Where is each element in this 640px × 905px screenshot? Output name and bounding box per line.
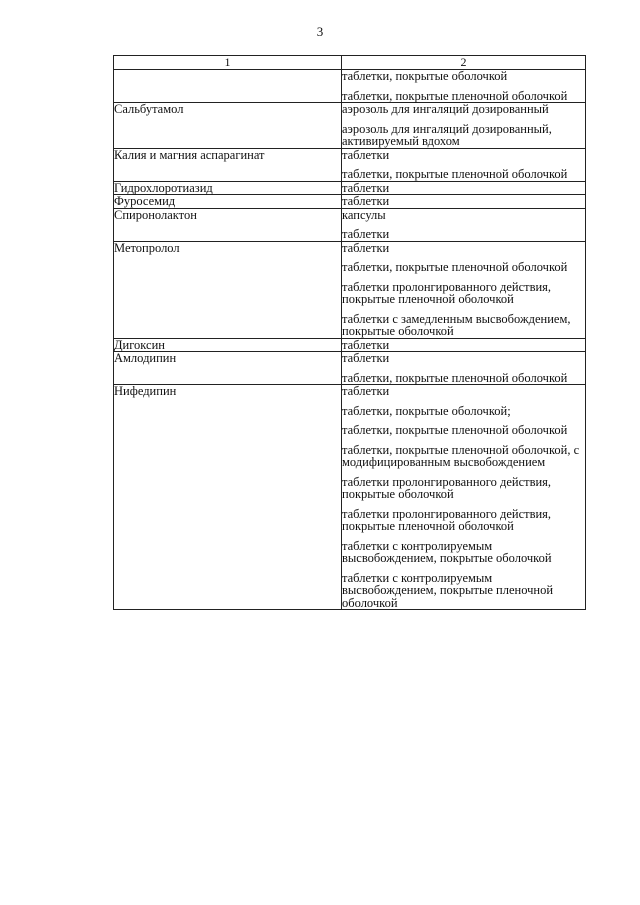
drug-name: Метопролол (114, 240, 180, 255)
dosage-form: таблетки пролонгированного действия, покрытые пленочной оболочкой (342, 506, 552, 533)
dosage-form: таблетки, покрытые пленочной оболочкой, с модифицированным высвобождением (342, 442, 580, 469)
table-row (114, 241, 586, 338)
dosage-forms-cell (342, 103, 586, 149)
page-number: 3 (316, 24, 324, 39)
dosage-forms-cell (342, 148, 586, 181)
table-body (114, 70, 586, 610)
dosage-form: таблетки, покрытые пленочной оболочкой (342, 423, 568, 437)
dosage-forms-cell (342, 181, 586, 195)
dosage-forms-cell (342, 208, 586, 241)
dosage-form: таблетки (342, 180, 390, 195)
dosage-form: таблетки, покрытые пленочной оболочкой (342, 167, 568, 181)
dosage-form: таблетки пролонгированного действия, покрытые оболочкой (342, 474, 552, 501)
dosage-form: таблетки, покрытые пленочной оболочкой (342, 88, 568, 103)
dosage-form: таблетки, покрытые оболочкой; (342, 403, 511, 418)
drug-name-cell (114, 148, 342, 181)
dosage-forms-cell (342, 385, 586, 610)
column-header: 1 (114, 56, 342, 70)
dosage-form: таблетки, покрытые пленочной оболочкой (342, 260, 568, 274)
dosage-form: таблетки, покрытые пленочной оболочкой (342, 370, 568, 385)
drug-table (113, 55, 586, 610)
dosage-forms-cell (342, 241, 586, 338)
column-header: 2 (342, 56, 586, 70)
dosage-forms-cell (342, 195, 586, 209)
table-row (114, 70, 586, 103)
dosage-form: таблетки (342, 240, 390, 255)
drug-name: Калия и магния аспарагинат (114, 147, 265, 162)
dosage-form: таблетки, покрытые оболочкой (342, 69, 508, 83)
drug-name-cell (114, 338, 342, 352)
drug-name: Гидрохлоротиазид (114, 180, 213, 195)
dosage-forms-cell (342, 352, 586, 385)
dosage-form: аэрозоль для ингаляций дозированный (342, 102, 549, 116)
drug-name: Амлодипин (114, 351, 177, 365)
drug-name-cell (114, 103, 342, 149)
drug-name: Дигоксин (114, 337, 165, 352)
table-row (114, 352, 586, 385)
dosage-form: таблетки пролонгированного действия, покрытые пленочной оболочкой (342, 279, 552, 306)
table-row (114, 181, 586, 195)
dosage-form: капсулы (342, 207, 386, 222)
drug-name-cell (114, 385, 342, 610)
drug-name: Спиронолактон (114, 207, 197, 222)
drug-name: Нифедипин (114, 384, 177, 398)
dosage-form: таблетки (342, 227, 390, 241)
table-row (114, 195, 586, 209)
drug-name: Сальбутамол (114, 102, 184, 116)
table-row (114, 148, 586, 181)
dosage-form: таблетки с замедленным высвобождением, покрытые оболочкой (342, 311, 571, 338)
dosage-form: таблетки (342, 337, 390, 352)
dosage-form: таблетки с контролируемым высвобождением, покрытые пленочной оболочкой (342, 570, 554, 610)
dosage-form: таблетки с контролируемым высвобождением, покрытые оболочкой (342, 538, 552, 565)
drug-name-cell (114, 352, 342, 385)
table-row (114, 385, 586, 610)
table-header-row (114, 56, 586, 70)
drug-name-cell (114, 195, 342, 209)
drug-name-cell (114, 241, 342, 338)
dosage-forms-cell (342, 70, 586, 103)
drug-name: Фуросемид (114, 194, 176, 208)
dosage-forms-cell (342, 338, 586, 352)
dosage-form: таблетки (342, 147, 390, 162)
dosage-form: таблетки (342, 384, 390, 398)
table-row (114, 208, 586, 241)
drug-name-cell (114, 181, 342, 195)
drug-name-cell (114, 208, 342, 241)
table-row (114, 103, 586, 149)
dosage-form: таблетки (342, 194, 390, 208)
dosage-form: аэрозоль для ингаляций дозированный, активируемый вдохом (342, 121, 552, 148)
table-row (114, 338, 586, 352)
dosage-form: таблетки (342, 351, 390, 365)
drug-name-cell (114, 70, 342, 103)
